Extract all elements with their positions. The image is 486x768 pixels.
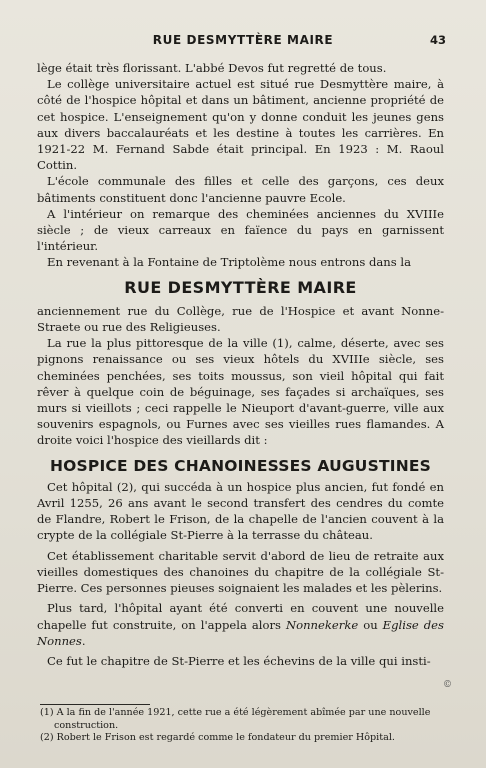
paragraph: Le collège universitaire actuel est situé rue Desmyttère maire, à côté de l'hospice hôpital et dans un bâtiment, ancienne propriété de cet hospice. L'enseignement qu'on y donne conduit les jeunes gens aux divers baccalauréats et les destine à toutes les carrières. En 1921-22 M. Fernand Sabde était principal. En 1923 : M. Raoul Cottin. (37, 77, 444, 173)
italic-name: Eglise des Nonnes (37, 617, 444, 648)
paragraph: lège était très florissant. L'abbé Devos fut regretté de tous. (37, 61, 387, 75)
paragraph: anciennement rue du Collège, rue de l'Hospice et avant Nonne-Straete ou rue des Religieuses. (37, 303, 444, 335)
paragraph-text: ou (358, 617, 383, 632)
paragraph: L'école communale des filles et celle des garçons, ces deux bâtiments constituent donc l'ancienne pauvre Ecole. (37, 174, 444, 205)
footnotes (40, 704, 442, 745)
paragraph-text: Plus tard, l'hôpital ayant été converti en couvent une nouvelle chapelle fut construite, on l'appela alors (37, 601, 444, 632)
running-title: RUE DESMYTTÈRE MAIRE (152, 33, 334, 47)
italic-name: Nonnekerke (285, 617, 359, 632)
paragraph: La rue la plus pittoresque de la ville (1), calme, déserte, avec ses pignons renaissance ou ses vieux hôtels du XVIIIe siècle, ses cheminées penchées, ses toits moussus, son vieil hôpital qui fait rêver à quelque coin de béguinage, ses façades si archaïques, ses murs si vieillots ; ceci rappelle le Nieuport d'avant-guerre, ville aux souvenirs espagnols, ou Furnes avec ses vieilles rues flamandes. A droite voici l'hospice des vieillards dit : (37, 336, 444, 448)
section-heading-street: RUE DESMYTTÈRE MAIRE (124, 277, 357, 297)
page-number: 43 (429, 33, 446, 47)
paragraph: Cet hôpital (2), qui succéda à un hospice plus ancien, fut fondé en Avril 1255, 26 ans avant le second transfert des cendres du comte de Flandre, Robert le Frison, de la chapelle de l'ancien couvent à la crypte de la collégiale St-Pierre à la terrasse du château. (37, 479, 444, 543)
paragraph (37, 600, 444, 649)
running-head (0, 33, 486, 51)
body-text (37, 60, 444, 669)
footnote: (2) Robert le Frison est regardé comme le fondateur du premier Hôpital. (40, 732, 395, 743)
section-heading-hospice: HOSPICE DES CHANOINESSES AUGUSTINES (49, 456, 432, 475)
footnote: (1) A la fin de l'année 1921, cette rue a été légèrement abîmée par une nouvelle construction. (40, 707, 431, 731)
paragraph-text: . (81, 633, 86, 648)
paragraph: Ce fut le chapitre de St-Pierre et les échevins de la ville qui insti- (47, 653, 431, 668)
paragraph: Cet établissement charitable servit d'abord de lieu de retraite aux vieilles domestiques des chanoines du chapitre de la collégiale St-Pierre. Ces personnes pieuses soignaient les malades et les pèlerins. (37, 548, 444, 596)
paragraph: A l'intérieur on remarque des cheminées anciennes du XVIIIe siècle ; de vieux carreaux en faïence du pays en garnissent l'intérieur. (37, 206, 444, 254)
margin-mark: © (443, 680, 452, 690)
footnote-rule (40, 704, 150, 705)
paragraph: En revenant à la Fontaine de Triptolème nous entrons dans la (47, 255, 412, 270)
